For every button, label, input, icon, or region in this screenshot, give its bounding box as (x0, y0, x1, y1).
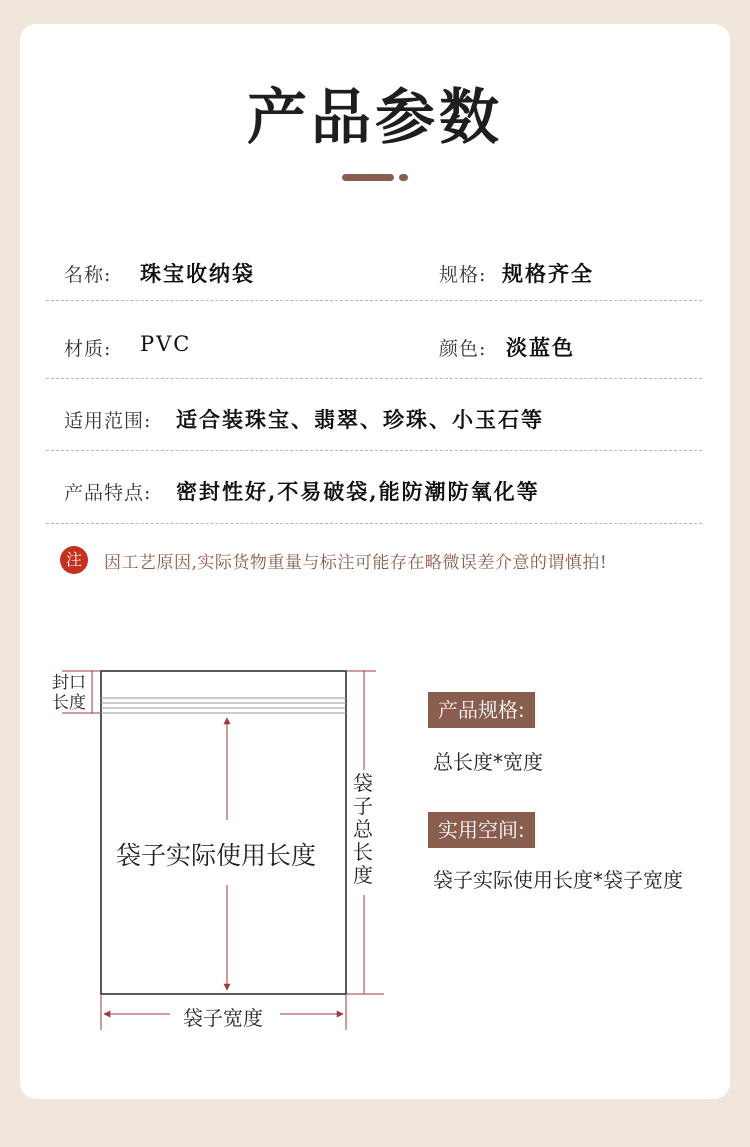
param-value-spec: 规格齐全 (502, 261, 594, 286)
param-label-name: 名称: (64, 264, 112, 286)
total-length-label: 袋 子 总 长 度 (353, 771, 373, 887)
note-badge: 注 (60, 546, 88, 574)
spec-text-space: 袋子实际使用长度*袋子宽度 (433, 868, 683, 892)
param-label-feature: 产品特点: (64, 482, 152, 504)
seal-length-label: 封口 长度 (52, 673, 86, 713)
param-label-usage: 适用范围: (64, 410, 152, 432)
param-label-spec: 规格: (439, 264, 487, 286)
inner-length-label: 袋子实际使用长度 (116, 841, 317, 870)
page-title: 产品参数 (247, 83, 503, 153)
param-value-usage: 适合装珠宝、翡翠、珍珠、小玉石等 (176, 407, 544, 432)
spec-tag-size: 产品规格: (428, 692, 535, 728)
param-label-material: 材质: (64, 338, 112, 360)
param-value-name: 珠宝收纳袋 (140, 261, 255, 286)
bag-outline (101, 671, 346, 994)
spec-tag-space: 实用空间: (428, 812, 535, 848)
param-value-color: 淡蓝色 (506, 335, 575, 360)
param-value-material: PVC (140, 332, 192, 356)
param-value-feature: 密封性好,不易破袋,能防潮防氧化等 (176, 479, 540, 504)
param-label-color: 颜色: (439, 338, 487, 360)
width-label: 袋子宽度 (183, 1006, 263, 1030)
spec-text-size: 总长度*宽度 (433, 750, 543, 774)
note-text: 因工艺原因,实际货物重量与标注可能存在略微误差介意的谓慎拍! (104, 553, 608, 573)
